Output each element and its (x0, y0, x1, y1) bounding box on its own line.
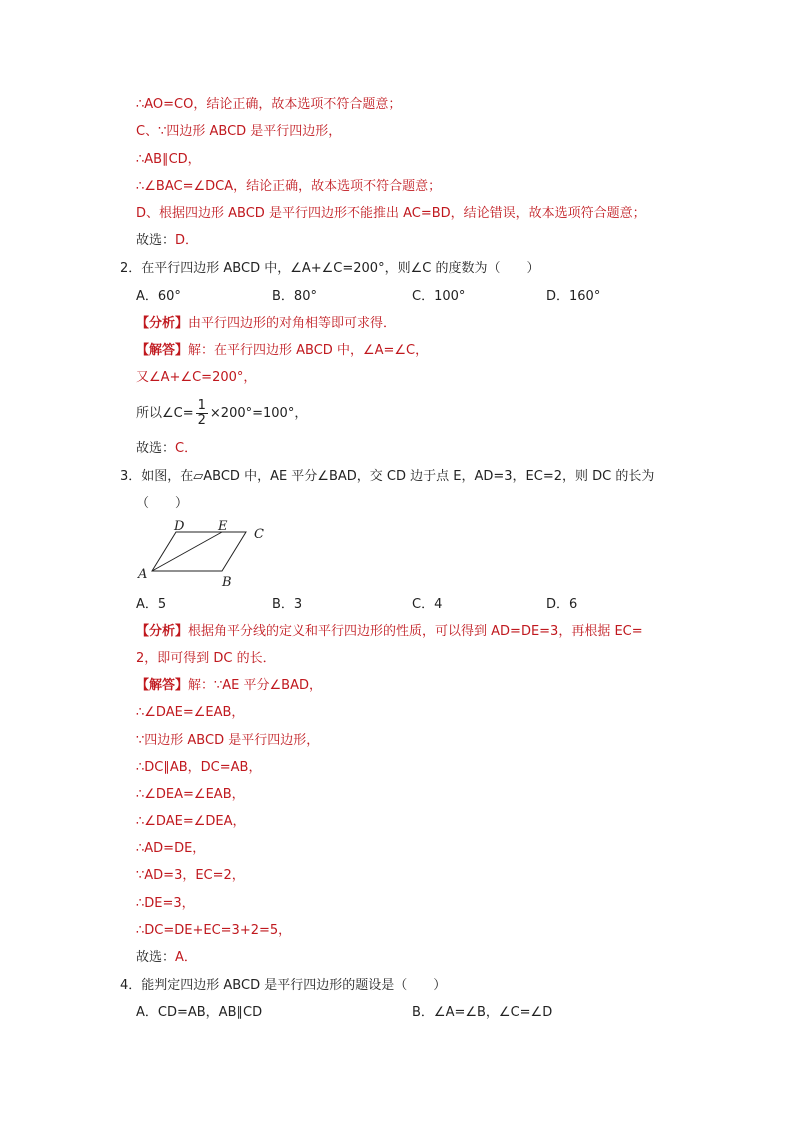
q3-solution-line: ∴DC∥AB，DC=AB， (136, 760, 262, 775)
q2-option-d: D．160° (546, 289, 601, 304)
answer-prefix: 故选： (136, 441, 176, 456)
q3-analysis (136, 623, 643, 641)
q3-option-c: C．4 (412, 597, 443, 612)
fraction-numerator: 1 (197, 398, 206, 413)
solution-text: 解：在平行四边形 ABCD 中，∠A=∠C， (188, 343, 429, 358)
q1-line: ∴∠BAC=∠DCA，结论正确，故本选项不符合题意； (136, 179, 442, 194)
q1-line: D、根据四边形 ABCD 是平行四边形不能推出 AC=BD，结论错误，故本选项符合题意； (136, 206, 646, 221)
q2-option-a: A．60° (136, 289, 181, 304)
q3-solution-line: ∴DC=DE+EC=3+2=5， (136, 923, 292, 938)
q1-answer (136, 232, 198, 250)
solution-tag: 【解答】 (136, 343, 189, 358)
q1-line: ∴AO=CO，结论正确，故本选项不符合题意； (136, 97, 402, 112)
q3-analysis-line2: 2，即可得到 DC 的长． (136, 651, 276, 666)
q2-option-c: C．100° (412, 289, 466, 304)
q3-solution-line: ∴∠DEA=∠EAB， (136, 787, 245, 802)
q2-solution-line: 又∠A+∠C=200°， (136, 370, 257, 385)
q2-option-b: B．80° (272, 289, 317, 304)
q2-answer (136, 440, 197, 458)
analysis-tag: 【分析】 (136, 316, 189, 331)
answer-prefix: 故选： (136, 233, 176, 248)
label-c: C (254, 527, 264, 542)
analysis-tag: 【分析】 (136, 624, 189, 639)
q3-option-d: D．6 (546, 597, 578, 612)
fraction-denominator: 2 (197, 413, 206, 428)
analysis-text: 根据角平分线的定义和平行四边形的性质，可以得到 AD=DE=3，再根据 EC= (188, 624, 643, 639)
q3-solution-line (136, 677, 322, 695)
segment-ae (152, 532, 222, 571)
analysis-text: 由平行四边形的对角相等即可求得． (188, 316, 397, 331)
label-e: E (218, 519, 228, 534)
solution-tag: 【解答】 (136, 678, 189, 693)
q4-option-a: A．CD=AB，AB∥CD (136, 1005, 263, 1020)
q2-fraction-line (136, 398, 307, 432)
q2-stem: 2．在平行四边形 ABCD 中，∠A+∠C=200°，则∠C 的度数为（ ） (120, 261, 540, 276)
q1-line: ∴AB∥CD， (136, 152, 201, 167)
answer-value: D． (175, 233, 199, 248)
q3-answer (136, 949, 197, 967)
parallelogram (152, 532, 246, 571)
label-d: D (174, 519, 185, 534)
parallelogram-figure (134, 516, 274, 592)
answer-value: A． (175, 950, 197, 965)
label-a: A (138, 567, 148, 582)
q3-solution-line: ∵四边形 ABCD 是平行四边形， (136, 733, 320, 748)
solution-text: 解：∵AE 平分∠BAD， (188, 678, 323, 693)
q3-solution-line: ∴AD=DE， (136, 841, 206, 856)
q3-solution-line: ∴∠DAE=∠DEA， (136, 814, 246, 829)
q2-solution-line (136, 342, 428, 360)
q4-stem: 4．能判定四边形 ABCD 是平行四边形的题设是（ ） (120, 978, 447, 993)
q3-stem-line2: （ ） (136, 496, 189, 511)
q3-option-b: B．3 (272, 597, 303, 612)
q3-solution-line: ∴DE=3， (136, 896, 195, 911)
q4-option-b: B．∠A=∠B，∠C=∠D (412, 1005, 553, 1020)
label-b: B (222, 575, 232, 590)
so-suffix: ×200°=100°， (209, 406, 308, 421)
answer-prefix: 故选： (136, 950, 176, 965)
so-prefix: 所以∠C= (136, 406, 194, 421)
q3-solution-line: ∴∠DAE=∠EAB， (136, 705, 245, 720)
q3-stem-line1: 3．如图，在▱ABCD 中，AE 平分∠BAD，交 CD 边于点 E，AD=3，EC=2，则 DC 的长为 (120, 469, 655, 484)
q2-analysis (136, 315, 396, 333)
q3-solution-line: ∵AD=3，EC=2， (136, 868, 245, 883)
q1-line: C、∵四边形 ABCD 是平行四边形， (136, 124, 342, 139)
q3-option-a: A．5 (136, 597, 167, 612)
fraction (196, 399, 208, 428)
answer-value: C． (175, 441, 198, 456)
